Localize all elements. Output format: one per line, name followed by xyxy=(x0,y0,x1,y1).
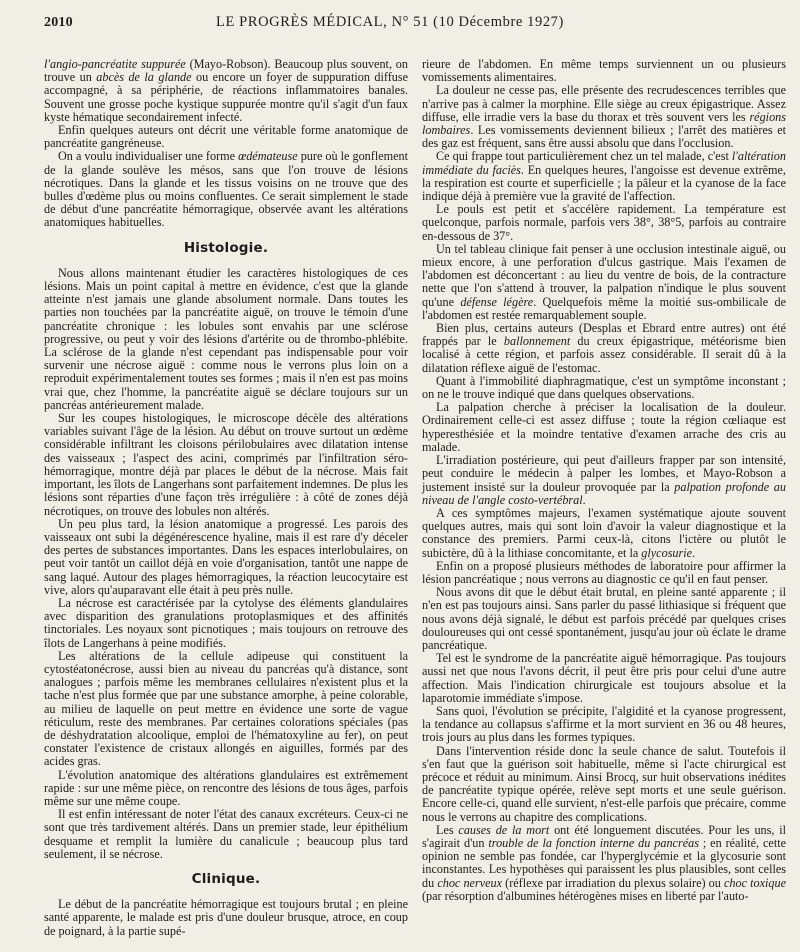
paragraph: Nous allons maintenant étudier les caractères histologiques de ces lésions. Mais un point capital à mettre en évidence, c'est que la glande atteinte n'est jamais une glande absolument normale. Dans toutes les parties non touchées par la pancréatite aiguë, on trouve le témoin d'une pancréatite chronique : les lobules sont envahis par une sclérose progressive, ou peut y voir des lésions d'artérite ou de thrombo-phlébite. La sclérose de la glande n'est cependant pas indispensable pour voir survenir une nécrose aiguë : comme nous le verrons plus loin on a reproduit expérimentalement toutes ses formes ; mais il n'en est pas moins vrai que, chez l'homme, la pancréatite aiguë se déclare toujours sur un pancréas antérieurement malade. xyxy=(44,265,408,412)
italic-run: abcès de la glande xyxy=(96,70,192,85)
paragraph xyxy=(422,84,786,150)
text-run: On a voulu individualiser une forme xyxy=(58,149,239,164)
italic-run: glycosurie xyxy=(641,545,693,560)
paragraph: L'évolution anatomique des altérations glandulaires est extrêmement rapide : sur une même pièce, on rencontre des lésions de tous âges, parfois même sur une même coupe. xyxy=(44,767,408,808)
paragraph: Le pouls est petit et s'accélère rapidement. La température est quelconque, parfois normale, parfois vers 38°, 38°5, parfois au contraire en-dessous de 37°. xyxy=(422,202,786,243)
paragraph: Un peu plus tard, la lésion anatomique a progressé. Les parois des vaisseaux ont subi la dégénérescence hyaline, mais il est rare d'y déceler des pertes de substances importantes. Dans les espaces interlobulaires, on peut voir tantôt un caillot déjà en voie d'organisation, tantôt une nappe de sang laqué. Autour des plages hémorragiques, la réaction leucocytaire est vive, alors qu'auparavant elle était à peu près nulle. xyxy=(44,516,408,597)
paragraph: La nécrose est caractérisée par la cytolyse des éléments glandulaires avec disparition des granulations protoplasmiques et des affinités tinctoriales. Les noyaux sont picnotiques ; mais toujours on retrouve des îlots de Langerhans à peine modifiés. xyxy=(44,595,408,650)
paragraph: rieure de l'abdomen. En même temps surviennent un ou plusieurs vomissements alimentaires. xyxy=(422,57,786,85)
text-run: . Les vomissements deviennent bilieux ; l'arrêt des matières et des gaz est fréquent, sans être aussi absolu que dans l'occlusion. xyxy=(422,123,786,151)
paragraph xyxy=(422,243,786,322)
paragraph: Enfin quelques auteurs ont décrit une véritable forme anatomique de pancréatite gangréneuse. xyxy=(44,123,408,151)
text-run: Les xyxy=(436,822,459,837)
paragraph xyxy=(422,507,786,560)
italic-run: régions lombaires xyxy=(422,109,786,138)
italic-run: causes de la mort xyxy=(458,822,550,837)
text-run: ont été longuement discutées. Pour les uns, il s'agirait d'un xyxy=(422,822,787,850)
text-run: La douleur ne cesse pas, elle présente des recrudescences terribles que n'arrive pas à calmer la morphine. Elle siège au creux épigastrique. Assez diffuse, elle irradie vers la base du thorax et très souvent vers les xyxy=(422,83,786,124)
paragraph xyxy=(422,454,786,507)
page-number: 2010 xyxy=(44,15,73,30)
text-run: . xyxy=(582,492,586,507)
italic-run: l'angio-pancréatite suppurée xyxy=(44,57,186,71)
running-title: LE PROGRÈS MÉDICAL, N° 51 (10 Décembre 1927) xyxy=(216,14,564,30)
two-column-body xyxy=(44,58,786,952)
paragraph: Nous avons dit que le début était brutal, en pleine santé apparente ; il n'en est pas toujours ainsi. Sans parler du passé lithiasique si fréquent que nous avons déjà signalé, le début est parfois précédé par quelques crises douloureuses qui ont cessé spontanément, jusqu'au jour où éclate le drame pancréatique. xyxy=(422,585,786,652)
text-run: pure où le gonflement de la glande soulève les mésos, sans que l'on trouve de lésions nécrotiques. Dans la glande et les tissus voisins on ne trouve que des bulles d'œdème plus ou moins confluentes. Ce serait simplement le stade de début d'une pancréatite hémorragique, observée avant les altérations anatomiques habituelles. xyxy=(44,149,408,230)
paragraph xyxy=(44,150,408,229)
paragraph: Quant à l'immobilité diaphragmatique, c'est un symptôme inconstant ; on ne le trouve indiqué que dans quelques observations. xyxy=(422,373,786,402)
text-run: (par résorption d'albumines hétérogènes mises en liberté par l'auto- xyxy=(422,888,749,903)
text-run: . En quelques heures, l'angoisse est devenue extrême, la respiration est courte et superficielle ; la pâleur et la cyanose de la face indique déjà à première vue la gravité de l'affection. xyxy=(422,162,786,204)
paragraph xyxy=(422,150,786,203)
italic-run: trouble de la fonction interne du pancréas xyxy=(488,835,699,850)
paragraph: Tel est le syndrome de la pancréatite aiguë hémorragique. Pas toujours aussi net que nous l'avons décrit, il peut être pris pour celui d'une autre affection. Mais l'indication chirurgicale est toujours absolue et la laparotomie immédiate s'impose. xyxy=(422,651,786,705)
text-run: . Quelquefois même la moitié sus-ombilicale de l'abdomen est restée remarquablement souple. xyxy=(422,294,787,322)
left-column xyxy=(44,58,408,952)
paragraph: Sans quoi, l'évolution se précipite, l'algidité et la cyanose progressent, la tendance au collapsus s'affirme et la mort survient en 36 ou 48 heures, trois jours au plus dans les formes typiques. xyxy=(422,703,786,745)
italic-run: défense légère xyxy=(460,294,534,309)
section-heading-clinique: Clinique. xyxy=(191,870,261,887)
text-run: L'irradiation postérieure, qui peut d'ailleurs frapper par son intensité, peut conduire le médecin à palper les lombes, et Mayo-Robson a justement insisté sur la douleur provoquée par la xyxy=(422,453,786,494)
paragraph: Dans l'intervention réside donc la seule chance de salut. Toutefois il s'en faut que la guérison soit habituelle, même si l'acte chirurgical est précoce et réduit au minimum. Ainsi Brocq, sur huit observations inédites de pancréatite typique opérée, relève sept morts et une seule guérison. Encore celle-ci, quand elle survient, n'est-elle parfois que précaire, comme nous le verrons au chapitre des complications. xyxy=(422,743,786,824)
text-run: (Mayo-Robson). Beaucoup plus souvent, on trouve un xyxy=(44,57,408,85)
paragraph xyxy=(422,322,786,375)
text-run: du creux épigastrique, météorisme bien localisé à cette région, et parfois assez considérable. Il serait dû à la dilatation réflexe aiguë de l'estomac. xyxy=(422,334,786,375)
paragraph: Le début de la pancréatite hémorragique est toujours brutal ; en pleine santé apparente, le malade est pris d'une douleur brusque, atroce, en coup de poignard, à la partie supé- xyxy=(44,897,408,938)
text-run: ou encore un foyer de suppuration diffuse accompagné, à sa périphérie, de réactions inflammatoires banales. Souvent une grosse poche kystique suppurée montre qu'il s'agit d'un faux kyste hématique secondairement infecté. xyxy=(44,70,409,124)
italic-run: choc toxique xyxy=(724,875,787,890)
text-run: . xyxy=(692,545,696,560)
paragraph xyxy=(44,58,408,124)
italic-run: palpation profonde au niveau de l'angle costo-vertébral xyxy=(422,479,786,507)
paragraph xyxy=(422,824,786,903)
text-run: (réflexe par irradiation du plexus solaire) ou xyxy=(502,875,724,890)
paragraph: Il est enfin intéressant de noter l'état des canaux excréteurs. Ceux-ci ne sont que très tardivement altérés. Dans un premier stade, leur épithélium desquame et remplit la lumière du canalicule ; beaucoup plus tard seulement, il se nécrose. xyxy=(44,807,408,861)
running-header xyxy=(44,14,786,36)
paragraph: La palpation cherche à préciser la localisation de la douleur. Ordinairement celle-ci est assez diffuse ; toute la région cœliaque est hyperesthésiée et la moindre tentative d'examen arrache des cris au malade. xyxy=(422,400,786,454)
paragraph: Les altérations de la cellule adipeuse qui constituent la cytostéatonécrose, aussi bien au niveau du pancréas qu'à distance, sont analogues ; parfois même les membranes cellulaires n'existent plus et la tache n'est plus formée que par une substance amorphe, à peine colorable, au milieu de laquelle on peut mettre en évidence une sorte de vague réticulum, reste des membranes. Par certaines colorations spéciales (pas de déshydratation alcoolique, emploi de l'hématoxyline au fer), on peut constater l'existence de cristaux allongés en aiguilles, formés par des acides gras. xyxy=(44,648,408,769)
paragraph: Sur les coupes histologiques, le microscope décèle des altérations variables suivant l'âge de la lésion. Au début on trouve surtout un œdème considérable infiltrant les cloisons périlobulaires avec dilatation intense des vaisseaux ; l'aspect des acini, comprimés par l'infiltration séro-hémorragique, montre déjà par places le début de la nécrose. Mais fait important, les îlots de Langerhans sont parfaitement indemnes. De plus les lésions sont réparties d'une façon très irrégulière : à côté de zones déjà nécrotiques, on trouve des lobules non altérés. xyxy=(44,411,408,518)
text-run: A ces symptômes majeurs, l'examen systématique ajoute souvent quelques autres, mais qui sont loin d'avoir la valeur diagnostique et la constance des premiers. Parmi ceux-là, citons l'ictère ou plutôt le subictère, dû à la lithiase concomitante, et la xyxy=(422,505,786,560)
italic-run: ballonnement xyxy=(503,334,571,349)
text-run: ; en réalité, cette opinion ne semble pas fondée, car l'hyperglycémie et la glycosurie sont inconstantes. Les hypothèses qui paraissent les plus plausibles, sont celles du xyxy=(422,835,786,890)
section-heading-histologie: Histologie. xyxy=(183,239,269,256)
text-run: Un tel tableau clinique fait penser à une occlusion intestinale aiguë, ou mieux encore, à une perforation d'ulcus gastrique. Mais l'examen de l'abdomen est déconcertant : au lieu du ventre de bois, de la contracture nette que l'on s'attend à trouver, la palpation n'indique le plus souvent qu'une xyxy=(422,241,786,309)
text-run: Bien plus, certains auteurs (Desplas et Ebrard entre autres) ont été frappés par le xyxy=(422,321,786,349)
italic-run: œdémateuse xyxy=(238,149,298,164)
right-column xyxy=(422,58,786,952)
paragraph: Enfin on a proposé plusieurs méthodes de laboratoire pour affirmer la lésion pancréatique ; nous verrons au diagnostic ce qu'il en faut penser. xyxy=(422,558,786,586)
text-run: Ce qui frappe tout particulièrement chez un tel malade, c'est xyxy=(436,149,732,164)
italic-run: l'altération immédiate du faciès xyxy=(422,149,786,177)
italic-run: choc nerveux xyxy=(437,875,503,890)
